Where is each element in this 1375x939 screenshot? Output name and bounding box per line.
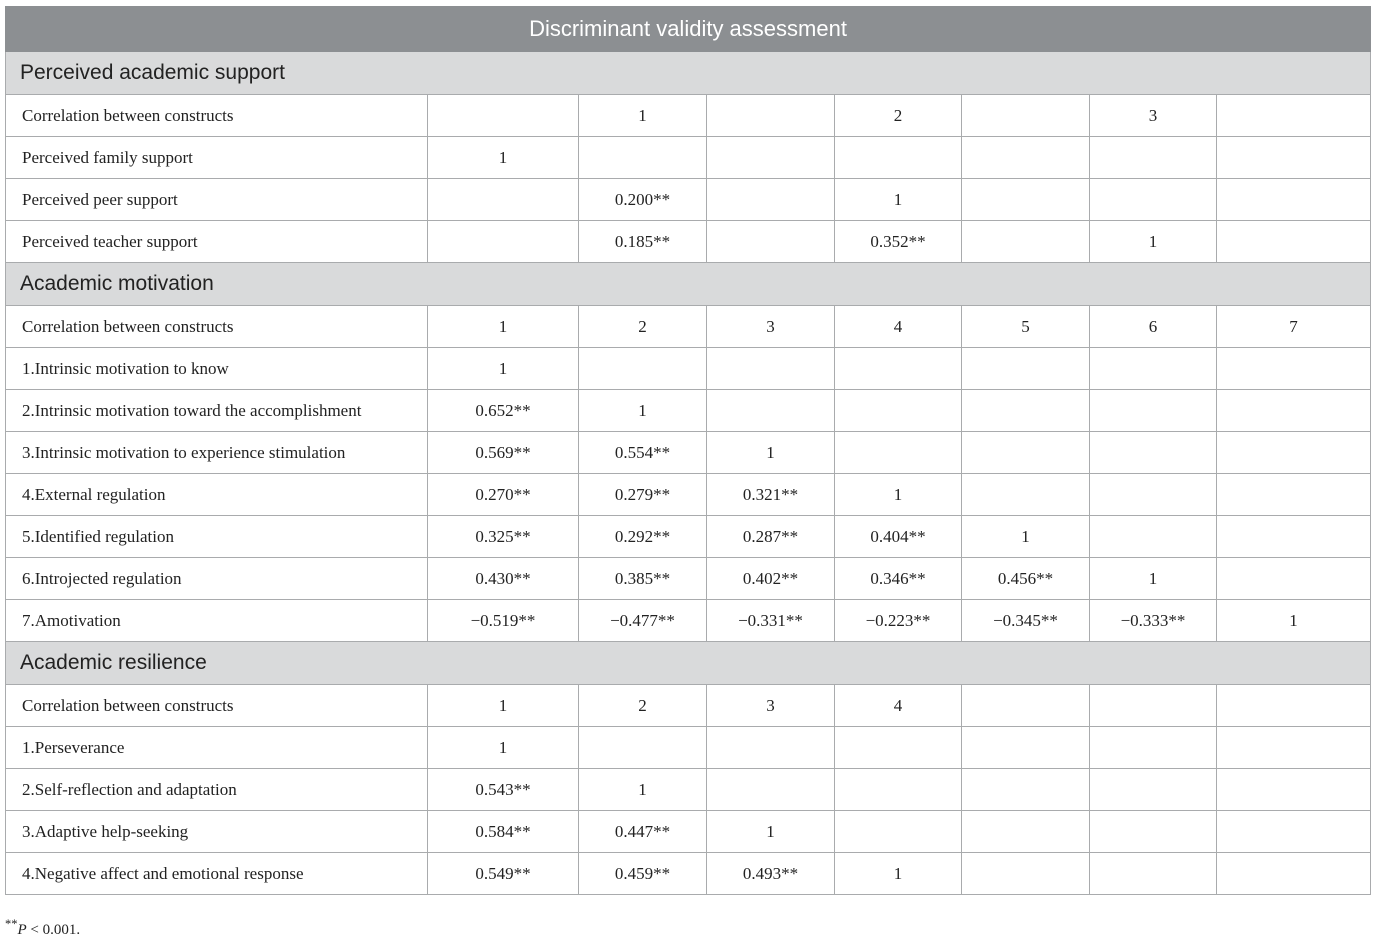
table-cell: 1 (1217, 600, 1371, 642)
table-cell (1217, 811, 1371, 853)
table-row (6, 432, 1371, 474)
table-cell: 0.279** (579, 474, 707, 516)
table-row (6, 474, 1371, 516)
table-cell (962, 727, 1090, 769)
section-title: Academic motivation (6, 263, 1371, 306)
table-cell (1090, 685, 1217, 727)
table-cell (1217, 432, 1371, 474)
table-cell: 0.287** (707, 516, 835, 558)
table-title-row (6, 7, 1371, 52)
table-cell: 2 (835, 95, 962, 137)
table-cell (1217, 516, 1371, 558)
table-row (6, 558, 1371, 600)
table-cell: 7 (1217, 306, 1371, 348)
table-cell: 0.543** (428, 769, 579, 811)
row-label: 5.Identified regulation (6, 516, 428, 558)
table-cell: 3 (707, 306, 835, 348)
table-cell: 2 (579, 685, 707, 727)
table-cell: 1 (707, 432, 835, 474)
table-cell: 0.200** (579, 179, 707, 221)
table-cell: 1 (1090, 221, 1217, 263)
table-row (6, 516, 1371, 558)
table-row (6, 685, 1371, 727)
table-cell: 0.352** (835, 221, 962, 263)
table-cell: 1 (579, 769, 707, 811)
table-cell (1217, 727, 1371, 769)
table-cell: 1 (707, 811, 835, 853)
table-cell: 2 (579, 306, 707, 348)
table-cell (962, 811, 1090, 853)
table-cell (707, 179, 835, 221)
section-header-row (6, 52, 1371, 95)
table-cell (707, 727, 835, 769)
table-cell: 0.493** (707, 853, 835, 895)
table-cell (835, 137, 962, 179)
table-cell (428, 179, 579, 221)
table-cell (1217, 474, 1371, 516)
table-cell: 0.430** (428, 558, 579, 600)
table-cell: 3 (707, 685, 835, 727)
table-cell: 1 (428, 348, 579, 390)
table-cell: 0.549** (428, 853, 579, 895)
table-cell (428, 95, 579, 137)
table-cell: 1 (579, 390, 707, 432)
table-cell: 0.270** (428, 474, 579, 516)
table-row (6, 600, 1371, 642)
row-label: Perceived peer support (6, 179, 428, 221)
table-cell (1217, 95, 1371, 137)
table-row (6, 390, 1371, 432)
section-header-row (6, 263, 1371, 306)
table-cell: 1 (428, 685, 579, 727)
table-cell (1217, 221, 1371, 263)
table-cell: 0.569** (428, 432, 579, 474)
table-cell (835, 348, 962, 390)
table-cell (1090, 474, 1217, 516)
table-cell (1090, 348, 1217, 390)
table-cell (428, 221, 579, 263)
row-label: 1.Intrinsic motivation to know (6, 348, 428, 390)
row-label: Perceived family support (6, 137, 428, 179)
table-cell (707, 221, 835, 263)
table-cell (1217, 179, 1371, 221)
table-cell: 1 (835, 179, 962, 221)
table-cell: 1 (428, 137, 579, 179)
table-cell: 4 (835, 306, 962, 348)
section-title: Perceived academic support (6, 52, 1371, 95)
table-row (6, 137, 1371, 179)
table-cell (1090, 179, 1217, 221)
table-cell: 1 (835, 853, 962, 895)
table-cell (962, 685, 1090, 727)
table-cell: −0.223** (835, 600, 962, 642)
table-cell: 0.346** (835, 558, 962, 600)
table-cell: 0.652** (428, 390, 579, 432)
table-cell (962, 474, 1090, 516)
table-cell: 0.459** (579, 853, 707, 895)
row-label: 6.Introjected regulation (6, 558, 428, 600)
table-cell: −0.519** (428, 600, 579, 642)
table-cell: 0.447** (579, 811, 707, 853)
table-row (6, 179, 1371, 221)
table-cell (707, 137, 835, 179)
table-cell (1217, 558, 1371, 600)
table-cell: 0.185** (579, 221, 707, 263)
table-cell: 0.321** (707, 474, 835, 516)
table-cell (1090, 516, 1217, 558)
footnote-p: P (17, 922, 27, 938)
table-cell (962, 769, 1090, 811)
table-cell: 0.584** (428, 811, 579, 853)
row-label: 4.External regulation (6, 474, 428, 516)
footnote-stars: ** (5, 917, 18, 931)
table-cell (1090, 769, 1217, 811)
table-cell (1217, 348, 1371, 390)
table-row (6, 811, 1371, 853)
row-label: 4.Negative affect and emotional response (6, 853, 428, 895)
table-cell (835, 432, 962, 474)
table-cell: 0.385** (579, 558, 707, 600)
table-cell (835, 811, 962, 853)
table-container (5, 6, 1370, 895)
row-label: Correlation between constructs (6, 685, 428, 727)
table-cell (835, 390, 962, 432)
table-cell (962, 137, 1090, 179)
table-cell: −0.477** (579, 600, 707, 642)
table-cell (1090, 853, 1217, 895)
table-cell (1090, 390, 1217, 432)
table-cell (1090, 137, 1217, 179)
table-cell (1217, 853, 1371, 895)
table-cell: −0.331** (707, 600, 835, 642)
table-cell (579, 727, 707, 769)
table-cell (707, 95, 835, 137)
footnote (5, 917, 80, 939)
table-cell: 3 (1090, 95, 1217, 137)
table-cell: 1 (835, 474, 962, 516)
table-cell (579, 348, 707, 390)
table-title: Discriminant validity assessment (6, 7, 1371, 52)
table-cell: 0.402** (707, 558, 835, 600)
table-cell (835, 769, 962, 811)
row-label: Correlation between constructs (6, 306, 428, 348)
table-cell (962, 348, 1090, 390)
table-cell: 4 (835, 685, 962, 727)
table-cell (962, 179, 1090, 221)
table-cell (962, 95, 1090, 137)
table-cell: 0.292** (579, 516, 707, 558)
table-cell: 0.404** (835, 516, 962, 558)
row-label: Correlation between constructs (6, 95, 428, 137)
table-cell: −0.345** (962, 600, 1090, 642)
footnote-text: < 0.001. (26, 922, 81, 938)
table-cell (707, 348, 835, 390)
table-cell: 1 (962, 516, 1090, 558)
table-cell: −0.333** (1090, 600, 1217, 642)
row-label: 3.Intrinsic motivation to experience stimulation (6, 432, 428, 474)
table-cell (1090, 811, 1217, 853)
table-cell (1090, 432, 1217, 474)
table-cell (962, 221, 1090, 263)
table-cell (1217, 137, 1371, 179)
table-cell (1217, 769, 1371, 811)
table-cell: 0.456** (962, 558, 1090, 600)
table-row (6, 306, 1371, 348)
table-row (6, 221, 1371, 263)
table-cell (1090, 727, 1217, 769)
table-cell: 1 (428, 306, 579, 348)
table-row (6, 348, 1371, 390)
table-cell: 6 (1090, 306, 1217, 348)
table-cell: 5 (962, 306, 1090, 348)
row-label: Perceived teacher support (6, 221, 428, 263)
row-label: 3.Adaptive help-seeking (6, 811, 428, 853)
table-cell (962, 432, 1090, 474)
table-cell (1217, 685, 1371, 727)
table-row (6, 769, 1371, 811)
table-cell (962, 853, 1090, 895)
table-cell: 1 (428, 727, 579, 769)
table-row (6, 853, 1371, 895)
table-cell: 1 (579, 95, 707, 137)
row-label: 2.Self-reflection and adaptation (6, 769, 428, 811)
table-cell: 0.325** (428, 516, 579, 558)
table-cell (579, 137, 707, 179)
table-cell: 0.554** (579, 432, 707, 474)
table-cell (835, 727, 962, 769)
section-title: Academic resilience (6, 642, 1371, 685)
table-cell (707, 769, 835, 811)
row-label: 2.Intrinsic motivation toward the accomplishment (6, 390, 428, 432)
section-header-row (6, 642, 1371, 685)
row-label: 1.Perseverance (6, 727, 428, 769)
row-label: 7.Amotivation (6, 600, 428, 642)
table-cell (1217, 390, 1371, 432)
table-cell (962, 390, 1090, 432)
discriminant-validity-table (5, 6, 1371, 895)
table-row (6, 95, 1371, 137)
table-cell (707, 390, 835, 432)
table-cell: 1 (1090, 558, 1217, 600)
table-row (6, 727, 1371, 769)
